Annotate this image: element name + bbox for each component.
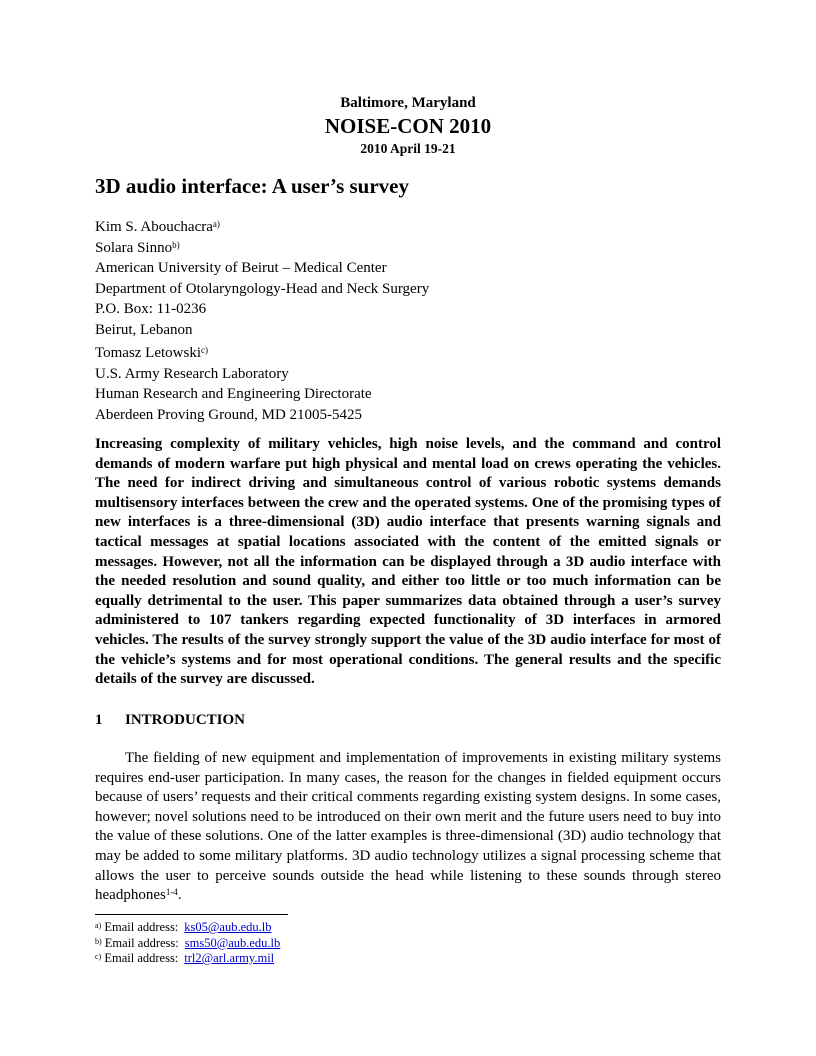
conference-name: NOISE-CON 2010 <box>324 114 492 138</box>
conference-dates: 2010 April 19-21 <box>360 141 456 156</box>
paper-title: 3D audio interface: A user’s survey <box>95 174 409 198</box>
citation: 1-4 <box>165 887 178 898</box>
affiliation-line: P.O. Box: 11-0236 <box>95 301 207 317</box>
email-link[interactable]: ks05@aub.edu.lb <box>184 920 272 934</box>
author-name: Solara Sinno$^{b)}$ <box>95 239 180 256</box>
affiliation-line: Human Research and Engineering Directorate <box>95 386 372 402</box>
introduction-paragraph: The fielding of new equipment and implementation of improvements in existing military systems requires end-user participation. In many cases, the reason for the changes in fielded equipment occurs because of users’ requests and their critical comments regarding existing system designs. In some cases, however; novel solutions need to be introduced on their own merit and the future users need to buy into the value of these solutions. One of the latter examples is three-dimensional (3D) audio technology that may be added to some military platforms. 3D audio technology utilizes a signal processing scheme that allows the user to perceive sounds outside the head while listening to these sounds through stereo headphones$^{1-4}$. <box>95 750 721 904</box>
conference-location: Baltimore, Maryland <box>340 95 476 111</box>
footnote-mark: a) <box>212 219 220 229</box>
affiliation-line: Department of Otolaryngology-Head and Neck Surgery <box>95 280 430 297</box>
footnotes <box>95 920 280 967</box>
author-name: Kim S. Abouchacra$^{a)}$ <box>95 219 220 235</box>
email-link[interactable]: trl2@arl.army.mil <box>184 951 275 965</box>
footnote: $^{b)}$ Email address: sms50@aub.edu.lb <box>95 935 281 950</box>
affiliation-line: Beirut, Lebanon <box>95 321 193 338</box>
affiliation-line: American University of Beirut – Medical Center <box>95 260 387 276</box>
author-block-2 <box>95 343 372 425</box>
footnote: $^{a)}$ Email address: ks05@aub.edu.lb <box>95 920 272 934</box>
affiliation-line: U.S. Army Research Laboratory <box>95 365 289 382</box>
section-heading <box>95 712 245 729</box>
footnote-divider <box>95 914 288 915</box>
email-link[interactable]: sms50@aub.edu.lb <box>184 935 281 950</box>
author-block-1 <box>95 217 429 340</box>
section-title: INTRODUCTION <box>125 712 246 728</box>
author-name: Tomasz Letowski$^{c)}$ <box>95 345 209 361</box>
footnote-mark: b) <box>172 239 180 250</box>
footnote-mark: c) <box>201 345 209 355</box>
affiliation-line: Aberdeen Proving Ground, MD 21005-5425 <box>95 406 363 423</box>
section-number: 1 <box>95 712 103 728</box>
footnote: $^{c)}$ Email address: trl2@arl.army.mil <box>95 951 275 965</box>
abstract: Increasing complexity of military vehicles, high noise levels, and the command and control demands of modern warfare put high physical and mental load on crews operating the vehicles. The need for indirect driving and simultaneous control of various robotic systems demands multisensory interfaces between the crew and the operated systems. One of the promising types of new interfaces is a three-dimensional (3D) audio interface that presents warning signals and tactical messages at spatial locations associated with the content of the emitted signals or messages. However, not all the information can be displayed through a 3D audio interface with the needed resolution and sound quality, and either too little or too much information can be equally detrimental to the user. This paper summarizes data obtained through a user’s survey administered to 107 tankers regarding expected functionality of 3D interfaces in armored vehicles. The results of the survey strongly support the value of the 3D audio interface for most of the vehicle’s systems and for most operational conditions. The general results and the specific details of the survey are discussed. <box>95 436 721 688</box>
